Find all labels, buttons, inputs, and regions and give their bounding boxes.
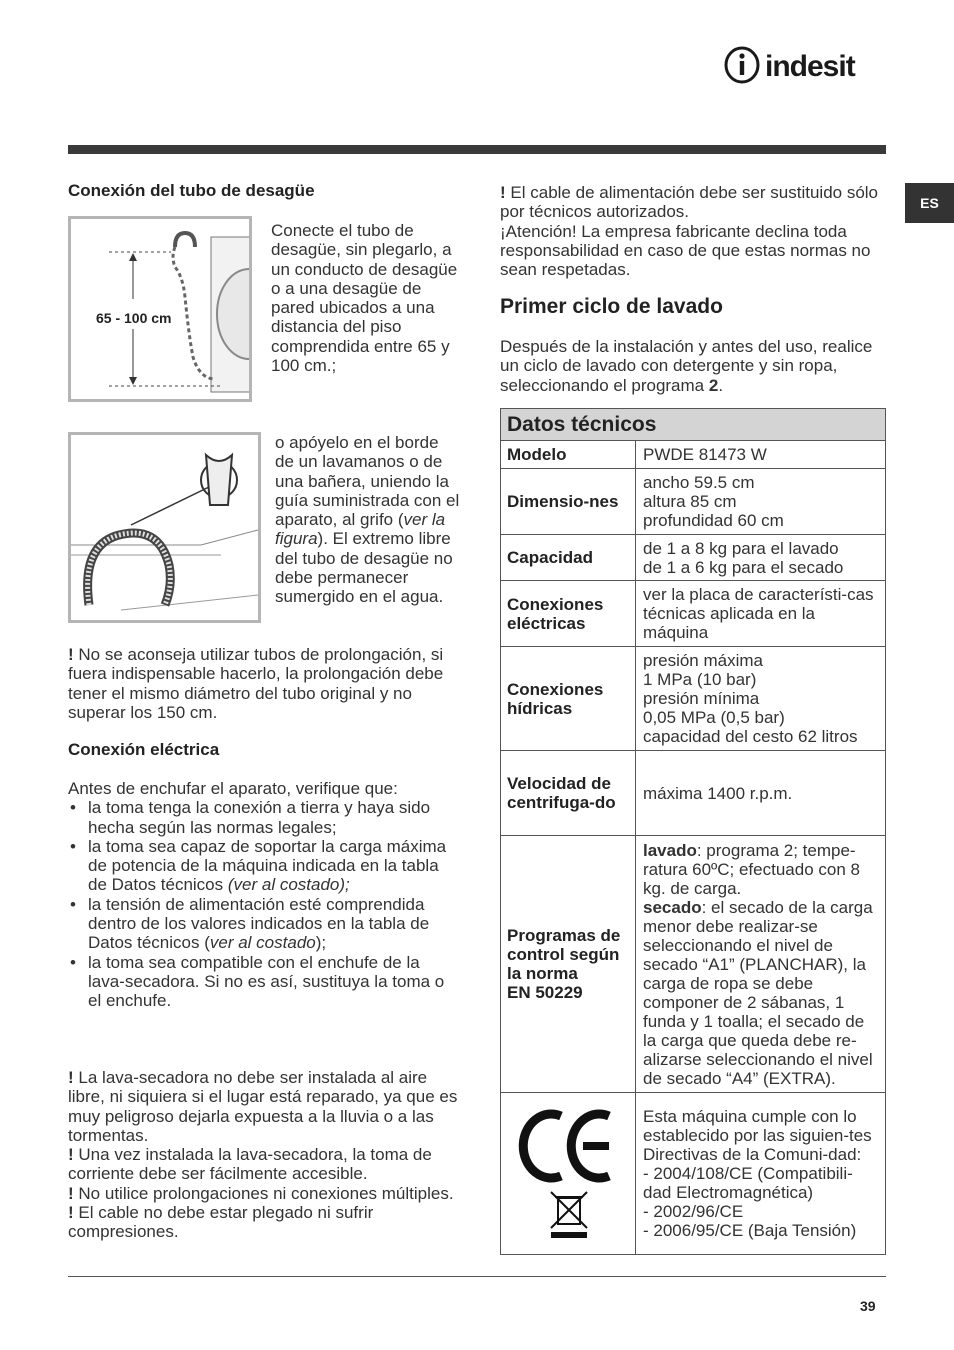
footer-rule [68, 1276, 886, 1277]
list-item: • la toma sea compatible con el enchufe de la lava-secadora. Si no es así, sustituya la toma o el enchufe. [68, 953, 458, 1011]
header-rule [68, 145, 886, 154]
warning-accessible: ! Una vez instalada la lava-secadora, la toma de corriente debe ser fácilmente accesible. [68, 1145, 432, 1184]
electrical-bullets [68, 798, 458, 1010]
attention-text: ¡Atención! La empresa fabricante declina toda responsabilidad en caso de que estas normas no sean respetadas. [500, 221, 871, 280]
list-item: • la toma tenga la conexión a tierra y haya sido hecha según las normas legales; [68, 798, 458, 837]
technical-data-table [500, 408, 886, 1255]
table-row: Capacidad de 1 a 8 kg para el lavado de 1 a 6 kg para el secado [501, 535, 886, 581]
list-item: • la toma sea capaz de soportar la carga máxima de potencia de la máquina indicada en la tabla de Datos técnicos (ver al costado); [68, 837, 458, 895]
page-number: 39 [860, 1298, 876, 1314]
electrical-checklist [68, 779, 458, 1011]
warning-outdoor: ! La lava-secadora no debe ser instalada al aire libre, ni siquiera si el lugar está reparado, ya que es muy peligroso dejarla expuesta a la lluvia o a las tormentas. [68, 1068, 458, 1145]
svg-text:indesit: indesit [765, 50, 855, 83]
table-row: Conexiones eléctricas ver la placa de característi-cas técnicas aplicada en la máquina [501, 581, 886, 647]
height-range-label: 65 - 100 cm [96, 310, 172, 326]
extension-warning: ! No se aconseja utilizar tubos de prolongación, si fuera indispensable hacerlo, la prolongación debe tener el mismo diámetro del tubo original y no superar los 150 cm. [68, 645, 444, 722]
language-tab: ES [905, 183, 954, 223]
drain-height-figure [68, 216, 252, 402]
first-cycle-title: Primer ciclo de lavado [500, 295, 723, 318]
table-row: Velocidad de centrifuga-do máxima 1400 r.p.m. [501, 751, 886, 836]
table-row: Modelo PWDE 81473 W [501, 441, 886, 469]
warning-cable: ! El cable no debe estar plegado ni sufrir compresiones. [68, 1203, 374, 1242]
cable-warning: ! El cable de alimentación debe ser sustituido sólo por técnicos autorizados. [500, 183, 879, 222]
table-row: Esta máquina cumple con lo establecido por las siguien-tes Directivas de la Comuni-dad: - 2004/108/CE (Compatibili-dad Electromagnética) - 2002/96/CE - 2006/95/CE (Baja Tensión) [501, 1093, 886, 1255]
table-row: Dimensio-nes ancho 59.5 cm altura 85 cm profundidad 60 cm [501, 469, 886, 535]
drain-sink-figure [68, 432, 261, 623]
drain-section-title: Conexión del tubo de desagüe [68, 181, 315, 200]
electrical-section-title: Conexión eléctrica [68, 740, 220, 759]
table-row: Programas de control según la norma EN 50229 lavado: programa 2; tempe-ratura 60ºC; efectuado con 8 kg. de carga. secado: el secado de la carga menor debe realizar-se seleccionando el nivel de secado “A1” (PLANCHAR), la carga de ropa se debe componer de 2 sábanas, 1 funda y 1 toalla; el secado de la carga que queda debe re-alizarse seleccionando el nivel de secado “A4” (EXTRA). [501, 836, 886, 1093]
table-row: Conexiones hídricas presión máxima 1 MPa (10 bar) presión mínima 0,05 MPa (0,5 bar) capacidad del cesto 62 litros [501, 647, 886, 751]
table-title: Datos técnicos [501, 409, 886, 441]
weee-bin-icon [551, 1192, 587, 1238]
drain-text-2: o apóyelo en el borde de un lavamanos o de una bañera, uniendo la guía suministrada con el aparato, al grifo (ver la figura). El extremo libre del tubo de desagüe no debe permanecer sumergido en el agua. [275, 433, 460, 607]
safety-warnings [68, 1068, 458, 1242]
cable-notice [500, 183, 886, 279]
first-cycle-text: Después de la instalación y antes del uso, realice un ciclo de lavado con detergente y sin ropa, seleccionando el programa 2. [500, 337, 873, 395]
electrical-intro: Antes de enchufar el aparato, verifique que: [68, 779, 398, 798]
indesit-logo-mark [724, 45, 886, 85]
ce-mark-cell [501, 1093, 636, 1255]
list-item: • la tensión de alimentación esté comprendida dentro de los valores indicados en la tabla de Datos técnicos (ver al costado); [68, 895, 458, 953]
ce-mark-icon [513, 1102, 623, 1242]
indesit-logo [724, 45, 886, 90]
drain-text-1: Conecte el tubo de desagüe, sin plegarlo, a un conducto de desagüe o a una desagüe de pared ubicados a una distancia del piso comprendida entre 65 y 100 cm.; [271, 221, 458, 376]
warning-extensions: ! No utilice prolongaciones ni conexiones múltiples. [68, 1183, 454, 1203]
